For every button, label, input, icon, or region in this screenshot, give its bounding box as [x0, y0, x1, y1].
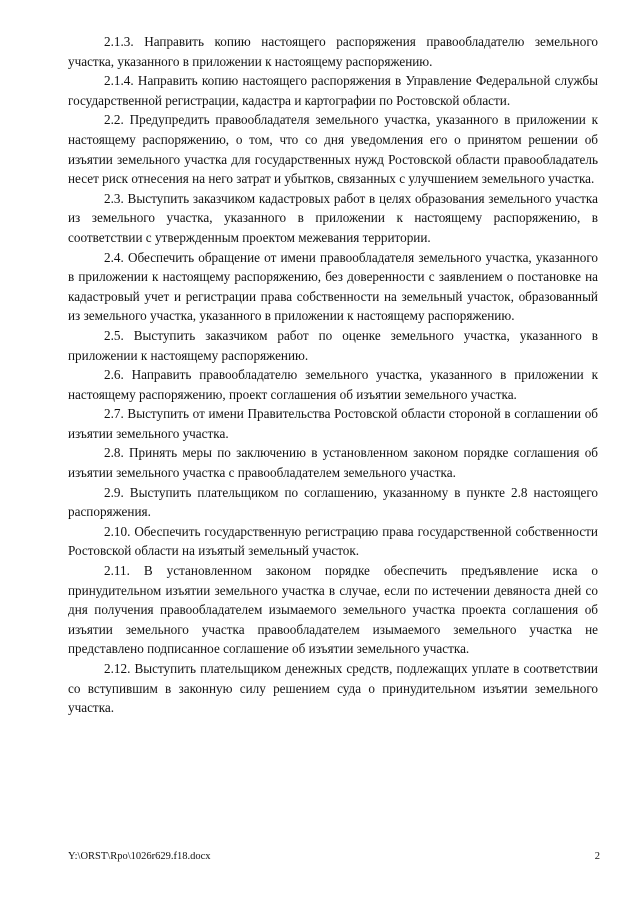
paragraph-2-1-4: 2.1.4. Направить копию настоящего распоряжения в Управление Федеральной службы государственной регистрации, кадастра и картографии по Ростовской области.	[68, 73, 598, 108]
paragraph-2-7: 2.7. Выступить от имени Правительства Ростовской области стороной в соглашении об изъятии земельного участка.	[68, 406, 598, 441]
paragraph-2-5: 2.5. Выступить заказчиком работ по оценке земельного участка, указанного в приложении к настоящему распоряжению.	[68, 327, 598, 363]
paragraph-2-11: 2.11. В установленном законом порядке обеспечить предъявление иска о принудительном изъятии земельного участка в случае, если по истечении девяноста дней со дня получения правообладателем изымаемого земельного участка проекта соглашения об изъятии земельного участка правообладателем изымаемого земельного участка не представлено подписанное соглашение об изъятии земельного участка.	[68, 563, 598, 657]
paragraph-2-3: 2.3. Выступить заказчиком кадастровых работ в целях образования земельного участка из земельного участка, указанного в приложении к настоящему распоряжению, в соответствии с утвержденным проектом межевания территории.	[68, 190, 598, 245]
paragraph-2-10: 2.10. Обеспечить государственную регистрацию права государственной собственности Ростовской области на изъятый земельный участок.	[68, 523, 598, 559]
paragraph-2-2: 2.2. Предупредить правообладателя земельного участка, указанного в приложении к настоящему распоряжению, о том, что со дня уведомления его о принятом решении об изъятии земельного участка для государственных нужд Ростовской области правообладатель несет риск отнесения на него затрат и убытков, связанных с улучшением земельного участка.	[68, 112, 598, 187]
document-body	[68, 32, 598, 718]
paragraph-2-1-3: 2.1.3. Направить копию настоящего распоряжения правообладателю земельного участка, указанного в приложении к настоящему распоряжению.	[68, 34, 598, 69]
paragraph-2-12: 2.12. Выступить плательщиком денежных средств, подлежащих уплате в соответствии со вступившим в законную силу решением суда о принудительном изъятии земельного участка.	[68, 661, 598, 716]
paragraph-2-4: 2.4. Обеспечить обращение от имени правообладателя земельного участка, указанного в приложении к настоящему распоряжению, без доверенности с заявлением о постановке на кадастровый учет и регистрации права собственности на земельный участок, образованный из земельного участка, указанного в приложении к настоящему распоряжению.	[68, 249, 598, 324]
paragraph-2-9: 2.9. Выступить плательщиком по соглашению, указанному в пункте 2.8 настоящего распоряжения.	[68, 484, 598, 520]
page-number: 2	[594, 851, 600, 862]
footer-file-path: Y:\ORST\Rpo\1026r629.f18.docx	[68, 851, 211, 862]
paragraph-2-8: 2.8. Принять меры по заключению в установленном законом порядке соглашения об изъятии земельного участка с правообладателем земельного участка.	[68, 445, 598, 481]
paragraph-2-6: 2.6. Направить правообладателю земельного участка, указанного в приложении к настоящему распоряжению, проект соглашения об изъятии земельного участка.	[68, 367, 598, 402]
